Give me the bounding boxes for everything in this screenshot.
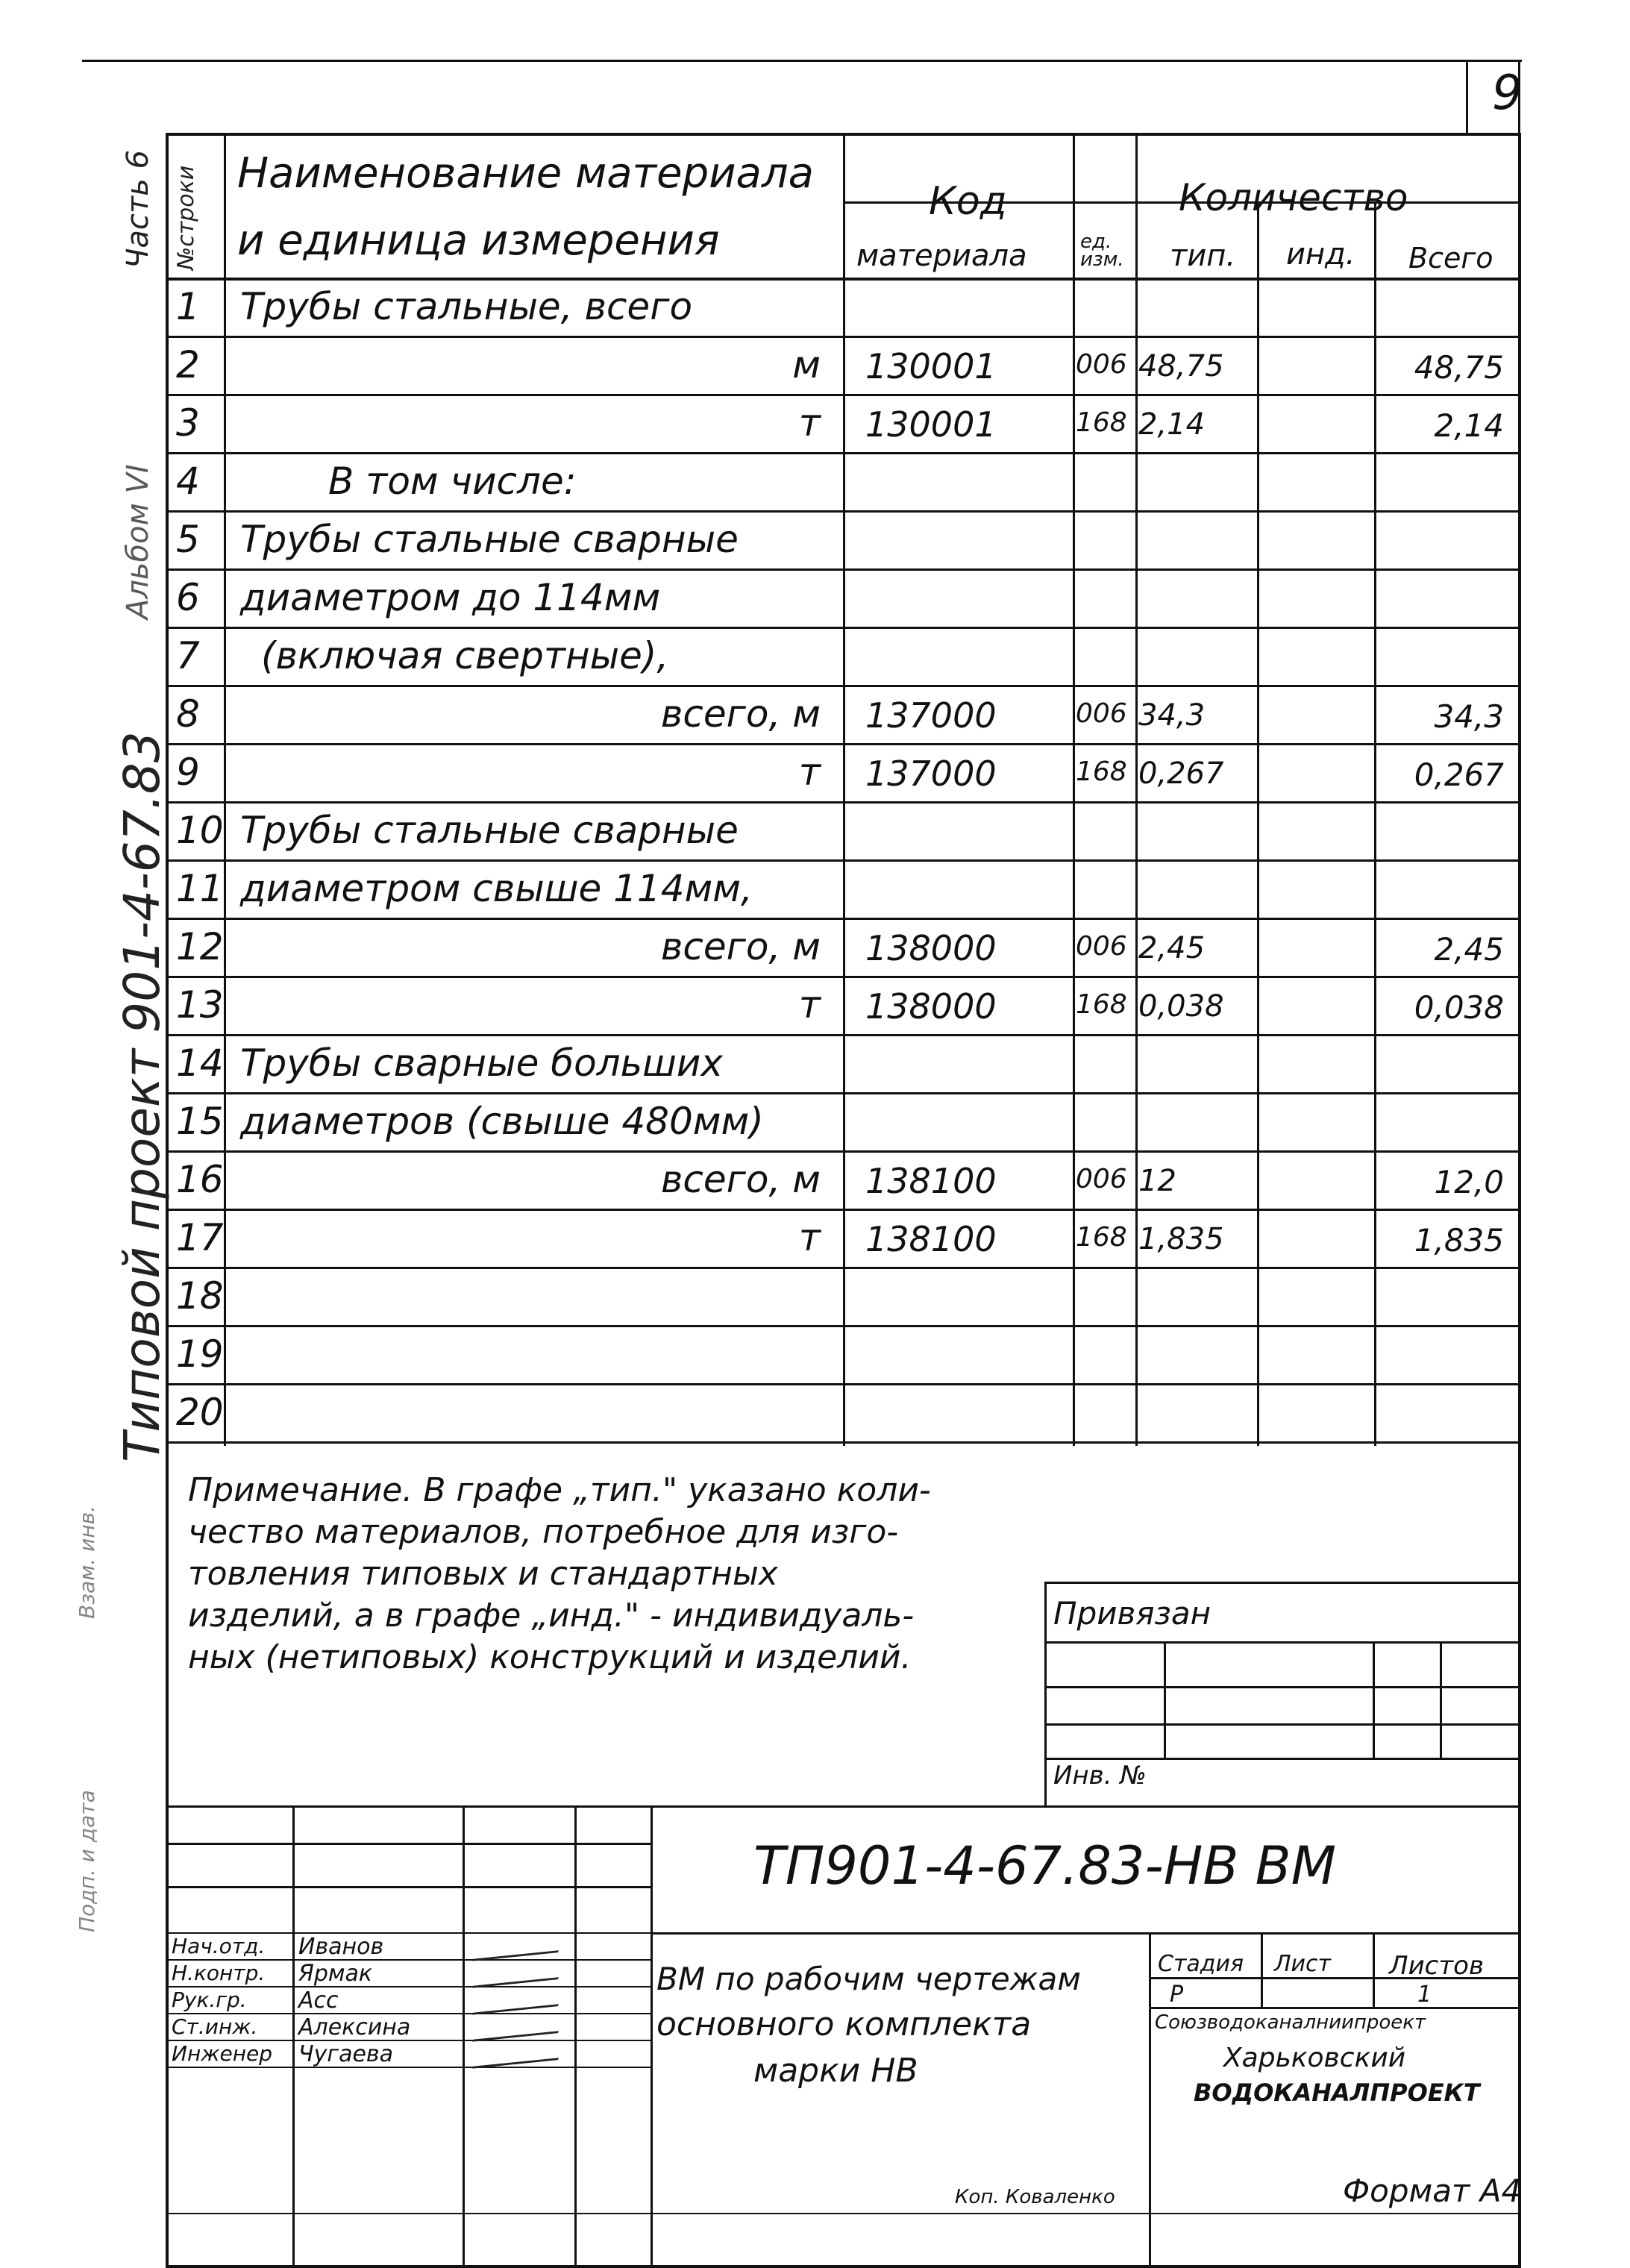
signature-role: Инженер (172, 2041, 273, 2066)
row-number: 16 (176, 1158, 224, 1201)
note-line: товления типовых и стандартных (188, 1555, 778, 1593)
side-project-label: Типовой проект 901-4-67.83 (113, 731, 171, 1462)
material-code: 130001 (865, 346, 997, 386)
organization-line3: ВОДОКАНАЛПРОЕКТ (1194, 2079, 1480, 2107)
material-code: 138100 (865, 1219, 997, 1259)
unit-code: 168 (1076, 756, 1127, 787)
material-name-header-line2: и единица измерения (237, 216, 720, 265)
row-number: 2 (176, 343, 200, 386)
unit-code: 006 (1076, 1164, 1127, 1194)
material-name: диаметром свыше 114мм, (240, 867, 753, 910)
quantity-typ: 48,75 (1138, 349, 1224, 383)
quantity-typ: 0,267 (1138, 756, 1224, 791)
format-label: Формат А4 (1343, 2173, 1522, 2209)
row-number: 20 (176, 1391, 224, 1434)
unit-code: 006 (1076, 349, 1127, 380)
quantity-total: 0,267 (1414, 756, 1504, 793)
material-name: м (792, 343, 821, 386)
material-name: т (798, 751, 821, 794)
signature-name: Иванов (298, 1934, 384, 1960)
quantity-total: 34,3 (1434, 698, 1504, 735)
material-name: (включая свертные), (261, 634, 669, 677)
material-name: т (798, 401, 821, 445)
row-number: 1 (176, 285, 200, 328)
signature-role: Нач.отд. (172, 1934, 266, 1958)
note-line: изделий, а в графе „инд." - индивидуаль- (188, 1597, 915, 1635)
row-number-header: №строки (173, 165, 199, 270)
signature-role: Ст.инж. (172, 2014, 258, 2039)
quantity-ind-header: инд. (1286, 237, 1355, 272)
note-line: чество материалов, потребное для изго- (188, 1513, 899, 1551)
row-number: 10 (176, 809, 224, 852)
quantity-typ: 0,038 (1138, 989, 1224, 1024)
material-name: Трубы стальные сварные (240, 809, 739, 852)
row-number: 17 (176, 1216, 224, 1259)
quantity-total: 48,75 (1414, 349, 1504, 386)
quantity-typ: 34,3 (1138, 698, 1206, 733)
note-line: Примечание. В графе „тип." указано коли- (188, 1471, 931, 1509)
handwritten-signature (472, 2014, 565, 2041)
doc-title-line3: марки НВ (753, 2052, 918, 2090)
quantity-total: 2,45 (1434, 931, 1504, 968)
signature-name: Чугаева (298, 2041, 393, 2067)
quantity-typ: 2,14 (1138, 407, 1206, 442)
code-material-header: материала (856, 239, 1027, 273)
row-number: 15 (176, 1100, 224, 1143)
row-number: 12 (176, 925, 224, 968)
unit-code: 168 (1076, 989, 1127, 1020)
row-number: 19 (176, 1332, 224, 1376)
quantity-header: Количество (1179, 176, 1408, 219)
inventory-number-label: Инв. № (1053, 1761, 1147, 1791)
side-inv-label: Взам. инв. (75, 1505, 99, 1619)
material-name: всего, м (660, 692, 821, 736)
side-sign-label: Подп. и дата (75, 1790, 99, 1932)
handwritten-signature (472, 1934, 565, 1961)
unit-code: 006 (1076, 931, 1127, 962)
quantity-total: 12,0 (1434, 1164, 1504, 1200)
quantity-total: 0,038 (1414, 989, 1504, 1026)
unit-code: 006 (1076, 698, 1127, 729)
code-unit-header: ед. изм. (1080, 231, 1124, 271)
row-number: 6 (176, 576, 200, 619)
binding-title: Привязан (1053, 1595, 1211, 1632)
handwritten-signature (472, 2041, 565, 2068)
organization-line2: Харьковский (1223, 2043, 1406, 2073)
sheets-value: 1 (1417, 1982, 1432, 2008)
row-number: 9 (176, 751, 200, 794)
signature-role: Рук.гр. (172, 1987, 247, 2012)
material-code: 138100 (865, 1161, 997, 1201)
material-name-header-line1: Наименование материала (237, 149, 814, 198)
quantity-typ-header: тип. (1170, 239, 1236, 273)
copied-by: Коп. Коваленко (955, 2186, 1115, 2208)
doc-title-line1: ВМ по рабочим чертежам (656, 1961, 1081, 1997)
material-name: диаметром до 114мм (240, 576, 661, 619)
material-code: 130001 (865, 404, 997, 445)
signature-name: Ярмак (298, 1961, 373, 1987)
row-number: 7 (176, 634, 200, 677)
code-header: Код (929, 179, 1007, 224)
handwritten-signature (472, 1987, 565, 2014)
material-name: всего, м (660, 1158, 821, 1201)
material-code: 138000 (865, 928, 997, 968)
material-code: 138000 (865, 986, 997, 1027)
row-number: 18 (176, 1274, 224, 1318)
quantity-total-header: Всего (1408, 242, 1493, 275)
quantity-typ: 1,835 (1138, 1222, 1224, 1256)
document-designation: ТП901-4-67.83-НВ ВМ (753, 1835, 1337, 1896)
row-number: 5 (176, 518, 200, 561)
quantity-typ: 2,45 (1138, 931, 1206, 965)
side-album-label: Альбом VI (121, 464, 155, 619)
row-number: 11 (176, 867, 224, 910)
signature-name: Асс (298, 1987, 339, 2014)
note-line: ных (нетиповых) конструкций и изделий. (188, 1638, 912, 1676)
row-number: 8 (176, 692, 200, 736)
unit-code: 168 (1076, 1222, 1127, 1253)
row-number: 13 (176, 983, 224, 1027)
material-name: т (798, 1216, 821, 1259)
material-name: Трубы стальные сварные (240, 518, 739, 561)
stage-value: Р (1170, 1982, 1184, 2008)
material-name: В том числе: (328, 460, 577, 503)
quantity-total: 2,14 (1434, 407, 1504, 444)
row-number: 14 (176, 1041, 224, 1085)
material-name: Трубы стальные, всего (240, 285, 693, 328)
stage-label: Стадия (1158, 1951, 1244, 1977)
handwritten-signature (472, 1961, 565, 1987)
sheet-label: Лист (1274, 1951, 1332, 1977)
material-name: т (798, 983, 821, 1027)
material-name: диаметров (свыше 480мм) (240, 1100, 764, 1143)
signature-name: Алексина (298, 2014, 411, 2040)
doc-title-line2: основного комплекта (656, 2005, 1032, 2043)
row-number: 3 (176, 401, 200, 445)
side-part-label: Часть 6 (121, 150, 155, 269)
material-name: всего, м (660, 925, 821, 968)
material-code: 137000 (865, 695, 997, 736)
material-code: 137000 (865, 754, 997, 794)
organization-line1: Союзводоканалниипроект (1155, 2011, 1426, 2034)
quantity-typ: 12 (1138, 1164, 1176, 1198)
signature-role: Н.контр. (172, 1961, 266, 1985)
quantity-total: 1,835 (1414, 1222, 1504, 1259)
sheets-label: Листов (1389, 1951, 1485, 1981)
material-name: Трубы сварные больших (240, 1041, 723, 1085)
unit-code: 168 (1076, 407, 1127, 438)
row-number: 4 (176, 460, 200, 503)
page-number: 9 (1492, 66, 1523, 121)
